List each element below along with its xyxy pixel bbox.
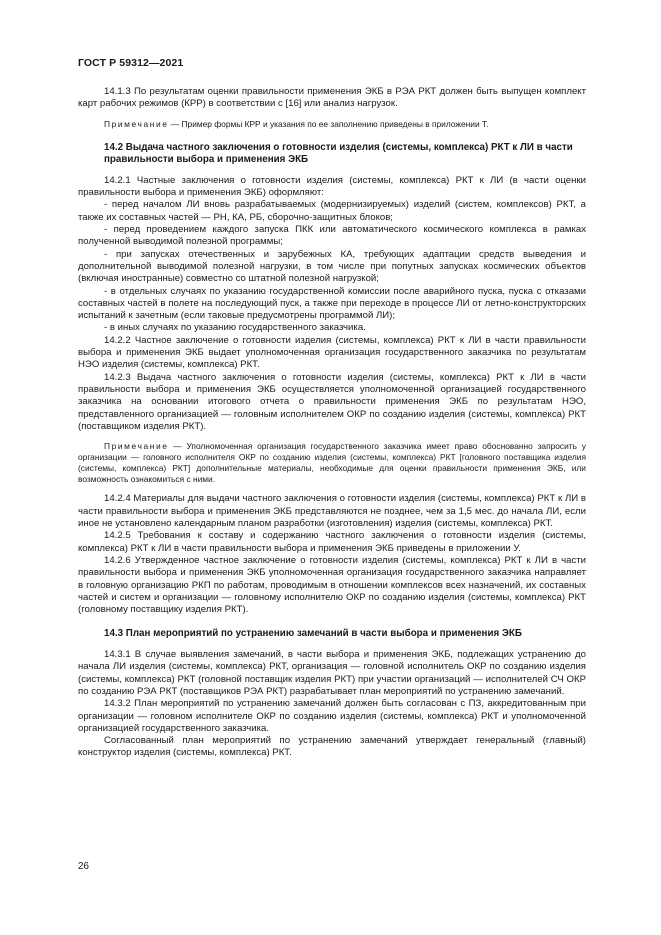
document-header: ГОСТ Р 59312—2021 [78, 57, 184, 69]
note-krr [78, 119, 586, 130]
paragraph-14-2-2: 14.2.2 Частное заключение о готовности изделия (системы, комплекса) РКТ к ЛИ в части правильности выбора и применения ЭКБ выдает уполномоченная организация государственного заказчика по результатам НЭО изделия (системы, комплекса) РКТ. [78, 334, 586, 371]
paragraph-14-3-2: 14.3.2 План мероприятий по устранению замечаний должен быть согласован с ПЗ, аккредитованным при организации — головном исполнителе ОКР по созданию изделия (системы, комплекса) РКТ и уполномоченной организацией государственного заказчика. [78, 698, 586, 734]
note-label: Примечание [104, 441, 169, 452]
document-body [78, 86, 586, 760]
list-item: - перед проведением каждого запуска ПКК или автоматического космического комплекса в рамках полученной выводимой полезной программы; [78, 224, 586, 248]
note-text: — Уполномоченная организация государственного заказчика имеет право обоснованно запросить у организации — головного исполнителя ОКР по созданию изделия (системы, комплекса) РКТ [головного поставщика изделия (системы, комплекса) РКТ] дополнительные материалы, необходимые для оценки правильности применения ЭКБ, или возможность ознакомиться с ними. [78, 441, 586, 485]
section-heading-14-2: 14.2 Выдача частного заключения о готовности изделия (системы, комплекса) РКТ к ЛИ в части правильности выбора и применения ЭКБ [104, 141, 573, 166]
list-item: - в иных случаях по указанию государственного заказчика. [104, 322, 366, 334]
paragraph-14-2-1: 14.2.1 Частные заключения о готовности изделия (системы, комплекса) РКТ к ЛИ (в части оценки правильности выбора и применения ЭКБ) оформляют: [78, 174, 586, 199]
list-item: - при запусках отечественных и зарубежных КА, требующих адаптации средств выведения и дополнительной выводимой полезной нагрузки, в том числе при попутных запусках космических объектов (включая иностранные) совместно со штатной полезной нагрузкой; [78, 248, 586, 285]
paragraph-14-2-3: 14.2.3 Выдача частного заключения о готовности изделия (системы, комплекса) РКТ к ЛИ в части правильности выбора и применения ЭКБ осуществляется уполномоченной организацией государственного заказчика на основании итогового отчета о правильности применения ЭКБ по результатам НЭО, представленного организацией — головным исполнителем ОКР по созданию изделия (системы, комплекса) РКТ (поставщиком изделия РКТ). [78, 371, 586, 432]
paragraph-final: Согласованный план мероприятий по устранению замечаний утверждает генеральный (главный) конструктор изделия (системы, комплекса) РКТ. [78, 735, 586, 759]
paragraph-14-2-4: 14.2.4 Материалы для выдачи частного заключения о готовности изделия (системы, комплекса) РКТ к ЛИ в части правильности выбора и применения ЭКБ представляются не позднее, чем за 1,5 мес. до начала ЛИ, если иное не установлено календарным планом разработки (изготовления) изделия (системы, комплекса) РКТ. [78, 493, 586, 530]
paragraph-14-2-6: 14.2.6 Утвержденное частное заключение о готовности изделия (системы, комплекса) РКТ к ЛИ в части правильности выбора и применения ЭКБ уполномоченная организация государственного заказчика направляет в головную организацию РКП по работам, проводимым в отношении комплексов всех назначений, их составных частей и систем и организации — головному исполнителю ОКР по созданию изделия (системы, комплекса) РКТ (головному поставщику изделия РКТ). [78, 554, 586, 616]
note-label: Примечание [104, 118, 169, 129]
paragraph-14-1-3: 14.1.3 По результатам оценки правильности применения ЭКБ в РЭА РКТ должен быть выпущен комплект карт рабочих режимов (КРР) в соответствии с [16] или анализ нагрузок. [78, 86, 586, 110]
list-item: - в отдельных случаях по указанию государственной комиссии после аварийного пуска, пуска с отказами составных частей в полете на последующий пуск, а также при переходе в процессе ЛИ от летно-конструкторских испытаний к зачетным (если таковые предусмотрены программой ЛИ); [78, 285, 586, 322]
note-text: — Пример формы КРР и указания по ее заполнению приведены в приложении Т. [168, 118, 489, 129]
paragraph-14-3-1: 14.3.1 В случае выявления замечаний, в части выбора и применения ЭКБ, подлежащих устранению до начала ЛИ изделия (системы, комплекса) РКТ, организация — головной исполнитель ОКР по созданию изделия (системы, комплекса) РКТ (головной поставщик изделия РКТ) при участии организаций — исполнителей СЧ ОКР по созданию РЭА РКТ (поставщиков РЭА РКТ) разрабатывает план мероприятий по устранению замечаний. [78, 649, 586, 697]
page-number: 26 [78, 861, 89, 872]
list-item: - перед началом ЛИ вновь разрабатываемых (модернизируемых) изделий (систем, комплексов) РКТ, а также их составных частей — РН, КА, РБ, сборочно-защитных блоков; [78, 199, 586, 223]
paragraph-14-2-5: 14.2.5 Требования к составу и содержанию частного заключения о готовности изделия (системы, комплекса) РКТ к ЛИ в части правильности выбора и применения ЭКБ приведены в приложении У. [78, 530, 586, 554]
section-heading-14-3: 14.3 План мероприятий по устранению замечаний в части выбора и применения ЭКБ [104, 628, 522, 640]
note-authorized-org [78, 441, 586, 485]
